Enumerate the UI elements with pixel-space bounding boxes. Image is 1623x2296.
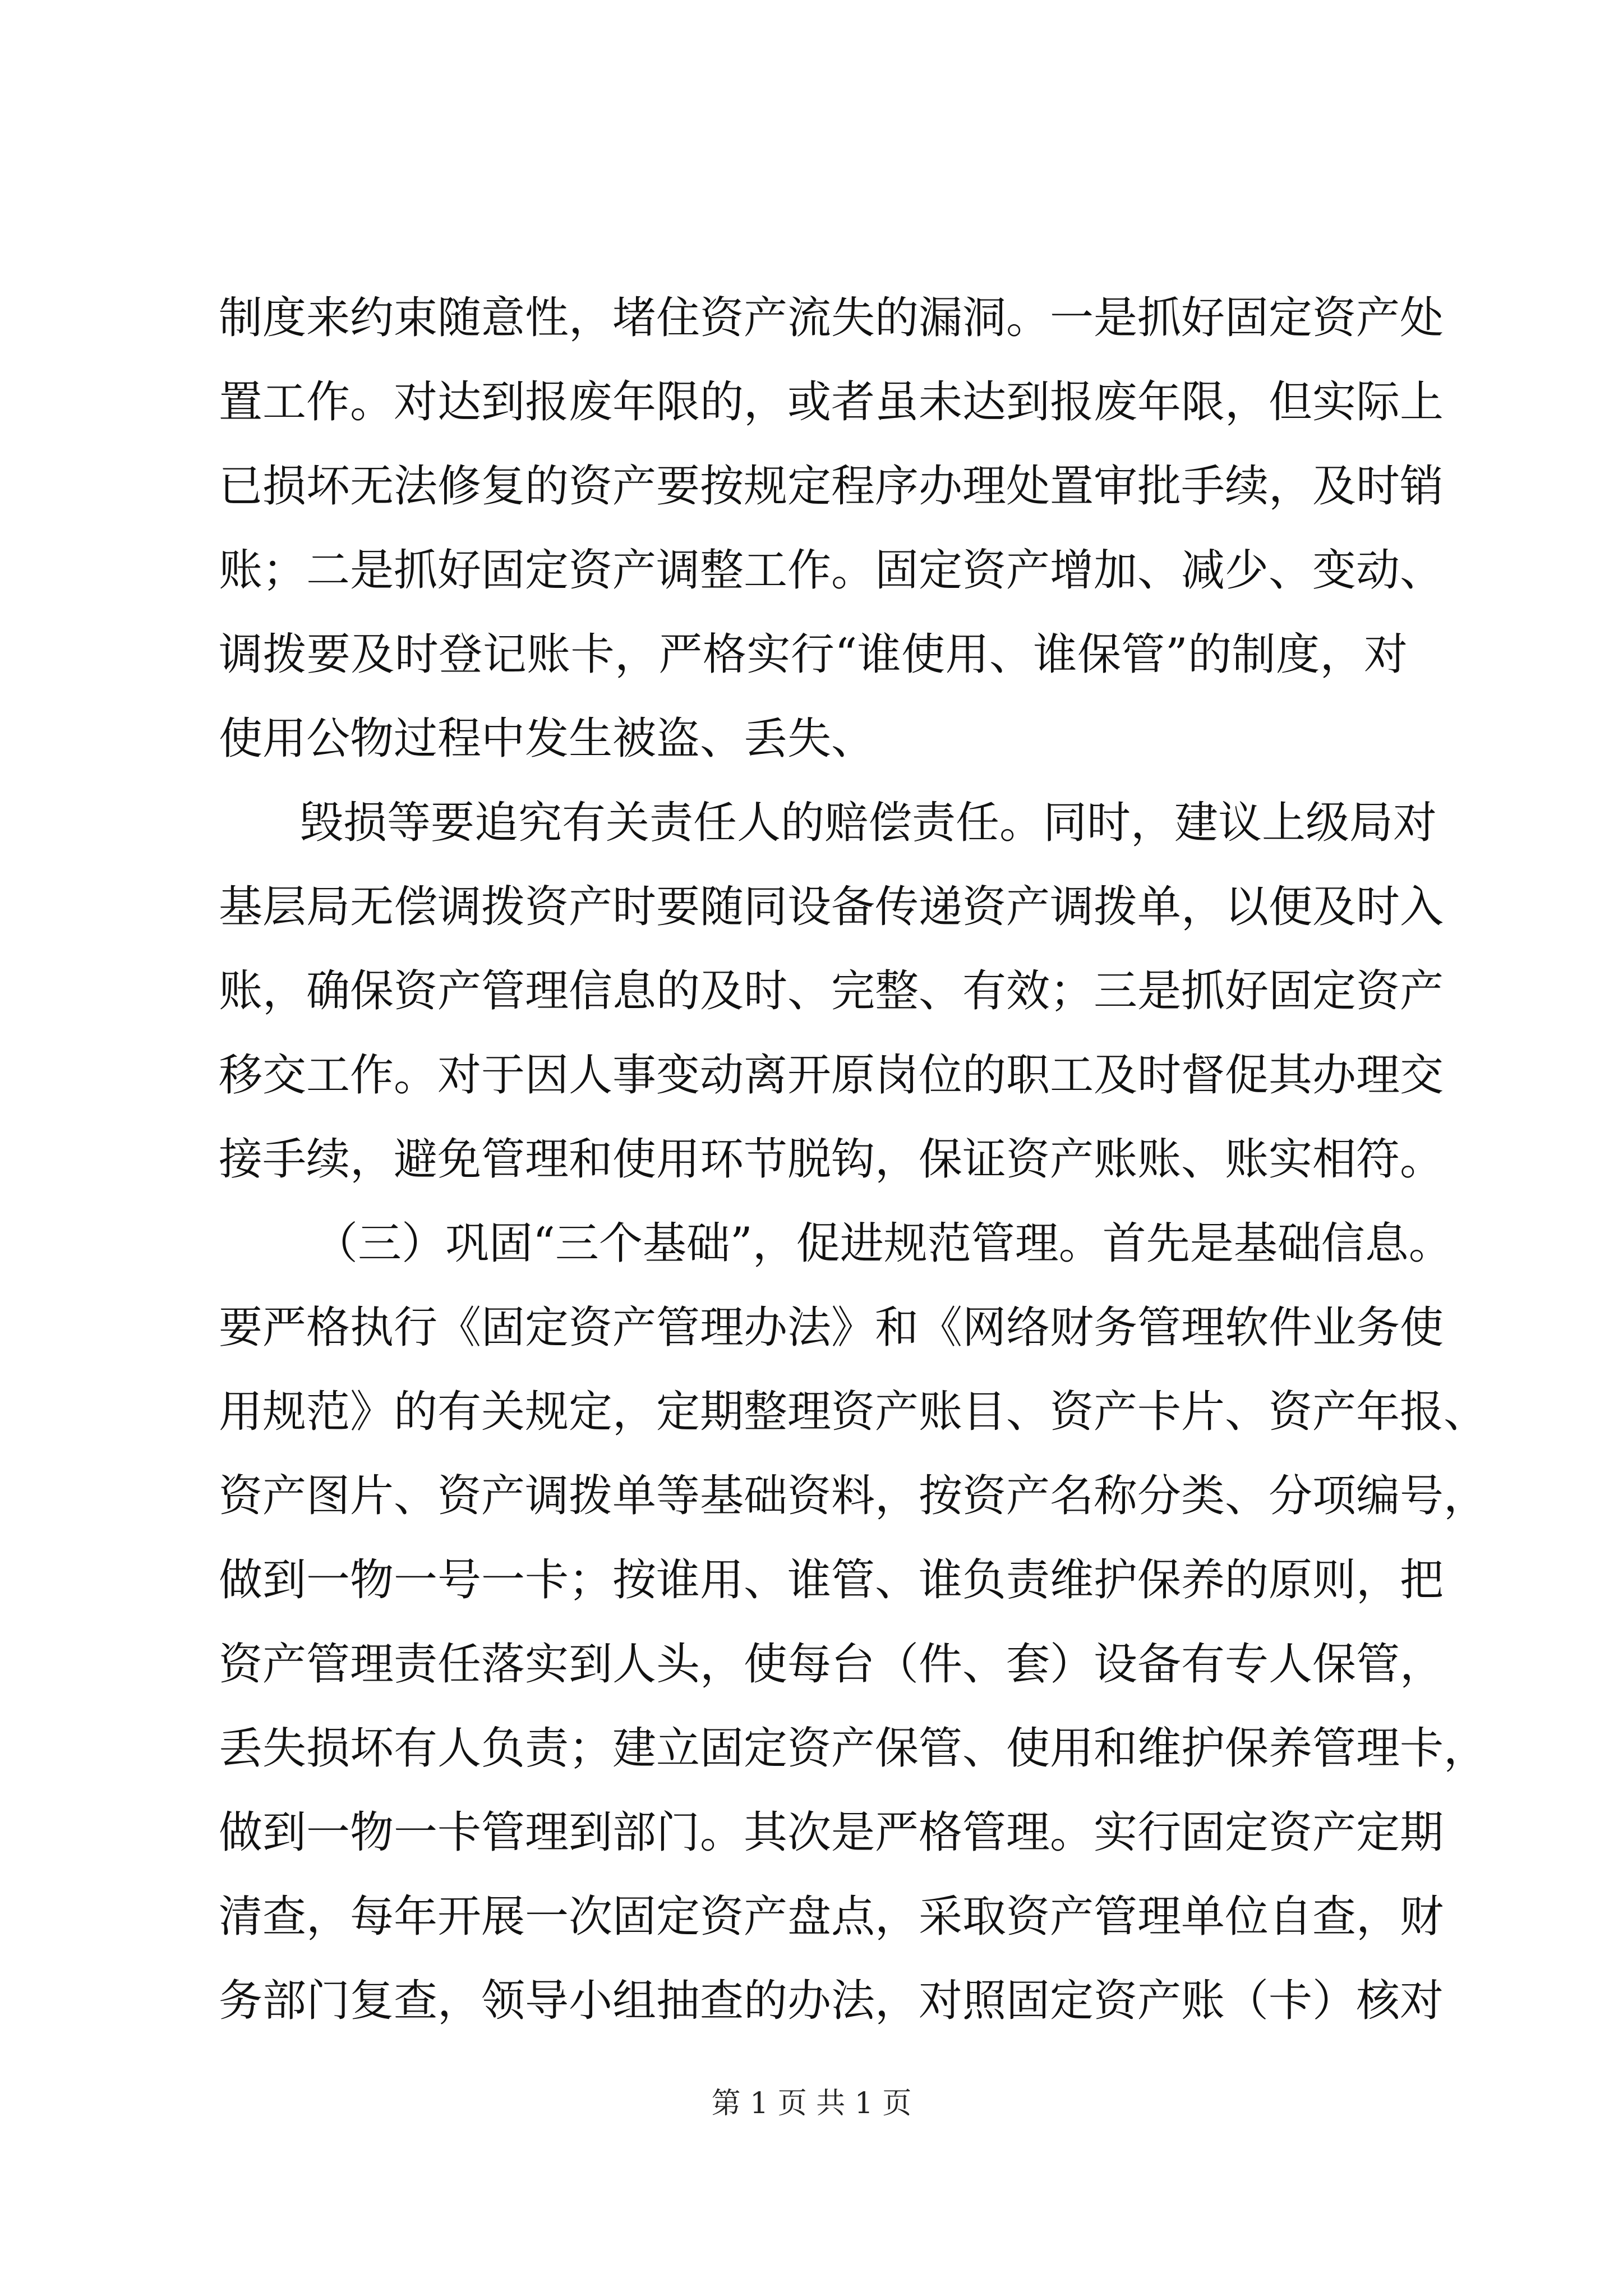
text-line: 资产图片、资产调拨单等基础资料，按资产名称分类、分项编号， [219, 1471, 1488, 1521]
text-line: 做到一物一号一卡；按谁用、谁管、谁负责维护保养的原则，把 [219, 1555, 1444, 1605]
text-line: 要严格执行《固定资产管理办法》和《网络财务管理软件业务使 [219, 1303, 1444, 1353]
text-line: 账；二是抓好固定资产调整工作。固定资产增加、减少、变动、 [219, 545, 1444, 596]
text-line: 基层局无偿调拨资产时要随同设备传递资产调拨单，以便及时入 [219, 882, 1444, 932]
text-line: 置工作。对达到报废年限的，或者虽未达到报废年限，但实际上 [219, 377, 1444, 427]
text-line: 使用公物过程中发生被盗、丢失、 [219, 714, 875, 764]
text-line: 做到一物一卡管理到部门。其次是严格管理。实行固定资产定期 [219, 1807, 1444, 1858]
text-line: 资产管理责任落实到人头，使每台（件、套）设备有专人保管， [219, 1639, 1444, 1690]
text-line: 账，确保资产管理信息的及时、完整、有效；三是抓好固定资产 [219, 966, 1444, 1016]
text-line: 移交工作。对于因人事变动离开原岗位的职工及时督促其办理交 [219, 1050, 1444, 1101]
text-line: 丢失损坏有人负责；建立固定资产保管、使用和维护保养管理卡， [219, 1723, 1488, 1774]
section-heading-line: （三）巩固“三个基础”，促进规范管理。首先是基础信息。 [314, 1218, 1453, 1269]
page-footer: 第 1 页 共 1 页 [711, 2087, 912, 2120]
text-line: 接手续，避免管理和使用环节脱钩，保证资产账账、账实相符。 [219, 1134, 1444, 1185]
text-line: 毁损等要追究有关责任人的赔偿责任。同时，建议上级局对 [299, 798, 1437, 848]
text-line: 用规范》的有关规定，定期整理资产账目、资产卡片、资产年报、 [219, 1387, 1488, 1437]
text-line: 调拨要及时登记账卡，严格实行“谁使用、谁保管”的制度，对 [219, 629, 1408, 680]
text-line: 制度来约束随意性，堵住资产流失的漏洞。一是抓好固定资产处 [219, 293, 1444, 343]
text-line: 清查，每年开展一次固定资产盘点，采取资产管理单位自查，财 [219, 1892, 1444, 1942]
text-line: 已损坏无法修复的资产要按规定程序办理处置审批手续，及时销 [219, 461, 1444, 512]
text-line: 务部门复查，领导小组抽查的办法，对照固定资产账（卡）核对 [219, 1976, 1444, 2026]
